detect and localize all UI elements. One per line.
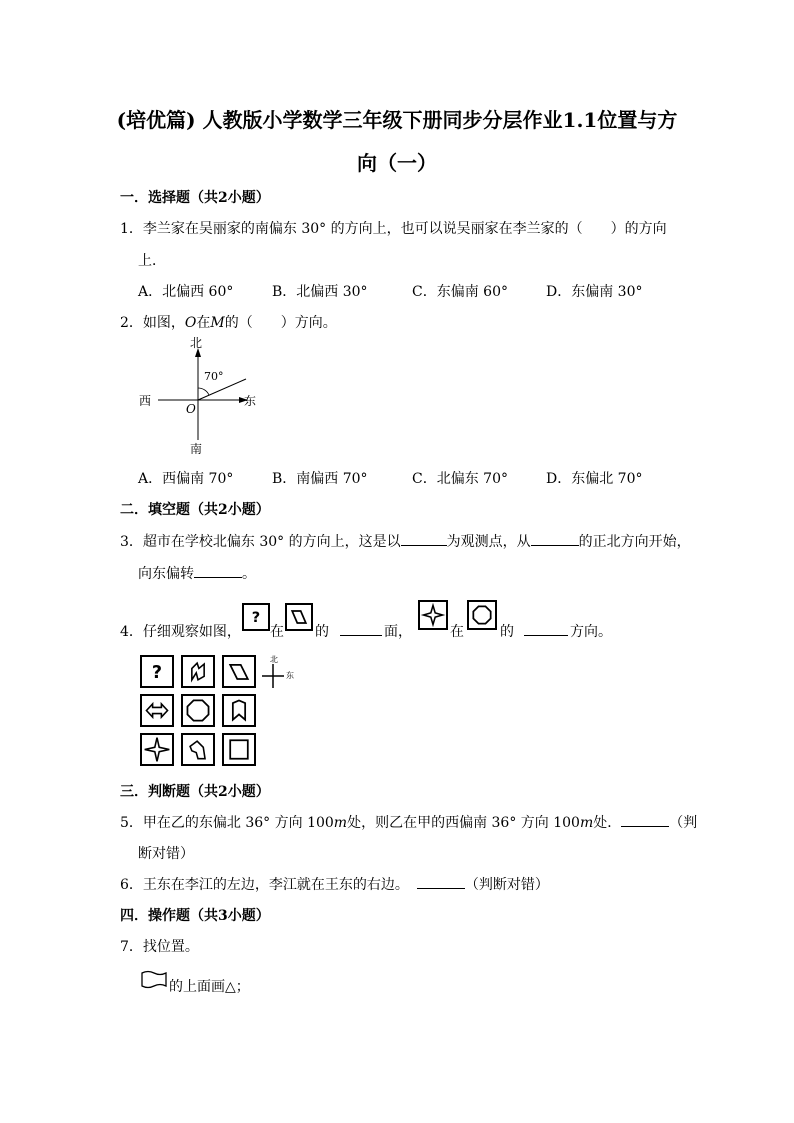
q3-text-part2: 为观测点，从 (446, 534, 531, 550)
section-heading-operation: 四．操作题（共3小题） (120, 908, 270, 924)
double-arrow-icon (140, 694, 174, 727)
q3-text (120, 531, 691, 551)
octagon-icon (467, 600, 497, 630)
svg-text:?: ? (151, 663, 163, 684)
parallelogram-icon (285, 603, 313, 631)
section-heading-judge: 三．判断题（共2小题） (120, 784, 270, 800)
q2-option-d[interactable]: D．东偏北 70° (546, 471, 643, 487)
q2-text-pre: 2．如图， (120, 315, 185, 331)
q5-text-2: 处，则乙在甲的西偏南 36° 方向 100 (347, 815, 580, 831)
q2-label-angle: 70° (204, 370, 224, 383)
q3-blank-1[interactable] (401, 531, 447, 546)
q5-text (120, 812, 697, 832)
q4-zai-2: 在 (450, 624, 464, 640)
q4-fangxiang: 方向。 (570, 624, 612, 640)
q1-option-d[interactable]: D．东偏南 30° (546, 284, 643, 300)
q7-text: 7．找位置。 (120, 939, 199, 955)
page-title-line2: 向（一） (357, 151, 437, 175)
q2-var-o: O (184, 315, 197, 331)
q1-text: 1．李兰家在吴丽家的南偏东 30° 的方向上，也可以说吴丽家在李兰家的（ ）的方向 (120, 221, 667, 237)
q3-text-line2: 向东偏转 (138, 566, 194, 582)
svg-text:?: ? (251, 609, 261, 627)
q1-text-cont: 上． (138, 253, 166, 269)
q3-text-end: 。 (242, 566, 256, 582)
q2-var-m: M (210, 315, 225, 331)
question-mark-icon (140, 655, 174, 688)
q2-text-post: 的（ ）方向。 (224, 315, 337, 331)
flag-shape-icon (140, 969, 168, 991)
page-title-line1: (培优篇) 人教版小学数学三年级下册同步分层作业1.1位置与方 (116, 108, 678, 132)
q2-label-north: 北 (190, 336, 203, 350)
compass-icon (259, 656, 299, 690)
bookmark-shape-icon (222, 694, 256, 727)
q6-text (120, 874, 549, 894)
q4-zai-1: 在 (270, 624, 284, 640)
q6-text-tail: （判断对错） (464, 877, 549, 893)
q3-blank-3[interactable] (194, 563, 242, 578)
q3-text-part3: 的正北方向开始， (578, 534, 691, 550)
q4-mian: 面， (384, 624, 412, 640)
q5-unit-2: m (579, 815, 594, 831)
q4-de-1: 的 (315, 624, 329, 640)
q1-option-c[interactable]: C．东偏南 60° (412, 284, 508, 300)
q5-text-1: 5．甲在乙的东偏北 36° 方向 100 (120, 815, 334, 831)
q6-blank[interactable] (417, 874, 465, 889)
q2-label-west: 西 (139, 394, 152, 408)
q4-blank-2[interactable] (524, 621, 568, 636)
four-point-star-icon (140, 733, 174, 766)
q4-de-2: 的 (500, 624, 514, 640)
q4-prefix: 4．仔细观察如图， (120, 624, 241, 640)
q5-blank[interactable] (621, 812, 669, 827)
q6-text-main: 6．王东在李江的左边，李江就在王东的右边。 (120, 877, 409, 893)
compass-north-label: 北 (270, 655, 278, 664)
zigzag-shape-icon (181, 655, 215, 688)
parallelogram-icon (222, 655, 256, 688)
q3-text-part1: 3．超市在学校北偏东 30° 的方向上，这是以 (120, 534, 401, 550)
q1-option-a[interactable]: A．北偏西 60° (138, 284, 234, 300)
q2-text-mid: 在 (196, 315, 211, 331)
q2-text (120, 312, 337, 332)
section-heading-choice: 一．选择题（共2小题） (120, 190, 270, 206)
q2-label-south: 南 (190, 442, 203, 456)
q7-sub-text: 的上面画△； (169, 979, 250, 995)
compass-east-label: 东 (286, 671, 294, 680)
irregular-shape-icon (181, 733, 215, 766)
section-heading-fill: 二．填空题（共2小题） (120, 502, 270, 518)
q5-text-cont: 断对错） (138, 846, 194, 862)
q2-label-origin: O (186, 402, 196, 416)
question-mark-icon (242, 603, 270, 631)
four-point-star-icon (418, 600, 448, 630)
q3-text-cont (138, 563, 256, 583)
q2-option-c[interactable]: C．北偏东 70° (412, 471, 508, 487)
octagon-icon (181, 694, 215, 727)
q3-blank-2[interactable] (531, 531, 579, 546)
q5-unit-1: m (333, 815, 348, 831)
q2-option-a[interactable]: A．西偏南 70° (138, 471, 234, 487)
square-icon (222, 733, 256, 766)
q2-option-b[interactable]: B．南偏西 70° (272, 471, 368, 487)
q1-option-b[interactable]: B．北偏西 30° (272, 284, 368, 300)
q5-text-tail: （判 (669, 815, 698, 831)
q2-direction-figure (136, 336, 266, 460)
q2-label-east: 东 (244, 394, 257, 408)
q4-blank-1[interactable] (340, 621, 382, 636)
q5-text-3: 处． (593, 815, 622, 831)
